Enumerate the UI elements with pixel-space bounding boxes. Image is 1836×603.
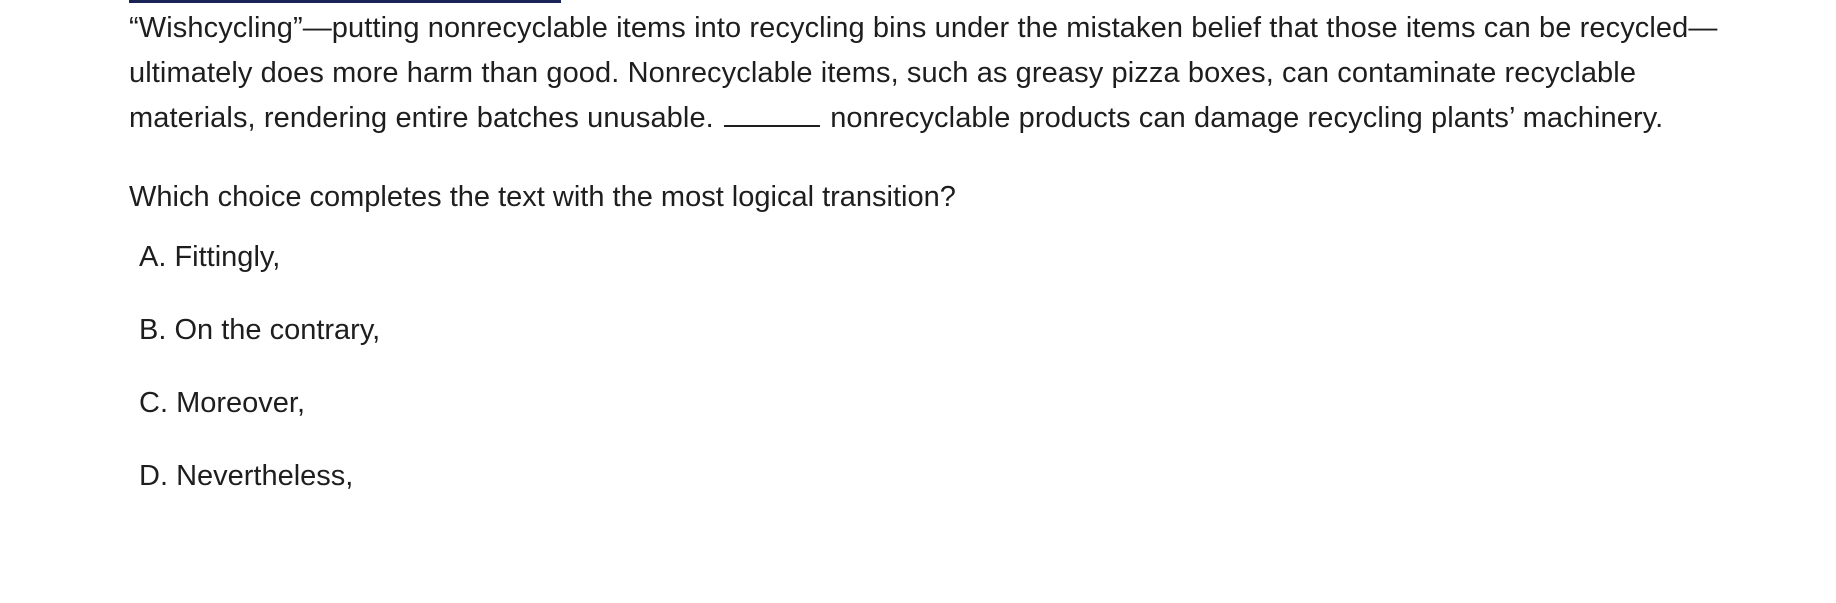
answer-choice-a[interactable]: [139, 238, 1729, 276]
choice-text: Nevertheless,: [176, 460, 354, 492]
choice-text: On the contrary,: [174, 314, 381, 346]
passage-top-divider: [129, 0, 561, 3]
passage-text: [129, 6, 1729, 141]
choice-letter: A.: [139, 241, 167, 273]
choice-letter: B.: [139, 314, 167, 346]
answer-choice-b[interactable]: [139, 311, 1729, 349]
passage-before-blank: “Wishcycling”—putting nonrecyclable items into recycling bins under the mistaken belief that those items can be recycled—ultimately does more harm than good. Nonrecyclable items, such as greasy pizza boxes, can contaminate recyclable materials, rendering entire batches unusable.: [129, 12, 1718, 134]
choice-letter: D.: [139, 460, 168, 492]
answer-choice-d[interactable]: [139, 457, 1729, 495]
passage-blank: [724, 99, 820, 127]
choice-letter: C.: [139, 387, 168, 419]
answer-choice-c[interactable]: [139, 384, 1729, 422]
question-content: [129, 6, 1729, 530]
answer-choices: [139, 238, 1729, 495]
question-prompt: Which choice completes the text with the most logical transition?: [129, 181, 956, 213]
choice-text: Fittingly,: [174, 241, 281, 273]
passage-after-blank: nonrecyclable products can damage recycling plants’ machinery.: [830, 102, 1664, 134]
choice-text: Moreover,: [176, 387, 306, 419]
